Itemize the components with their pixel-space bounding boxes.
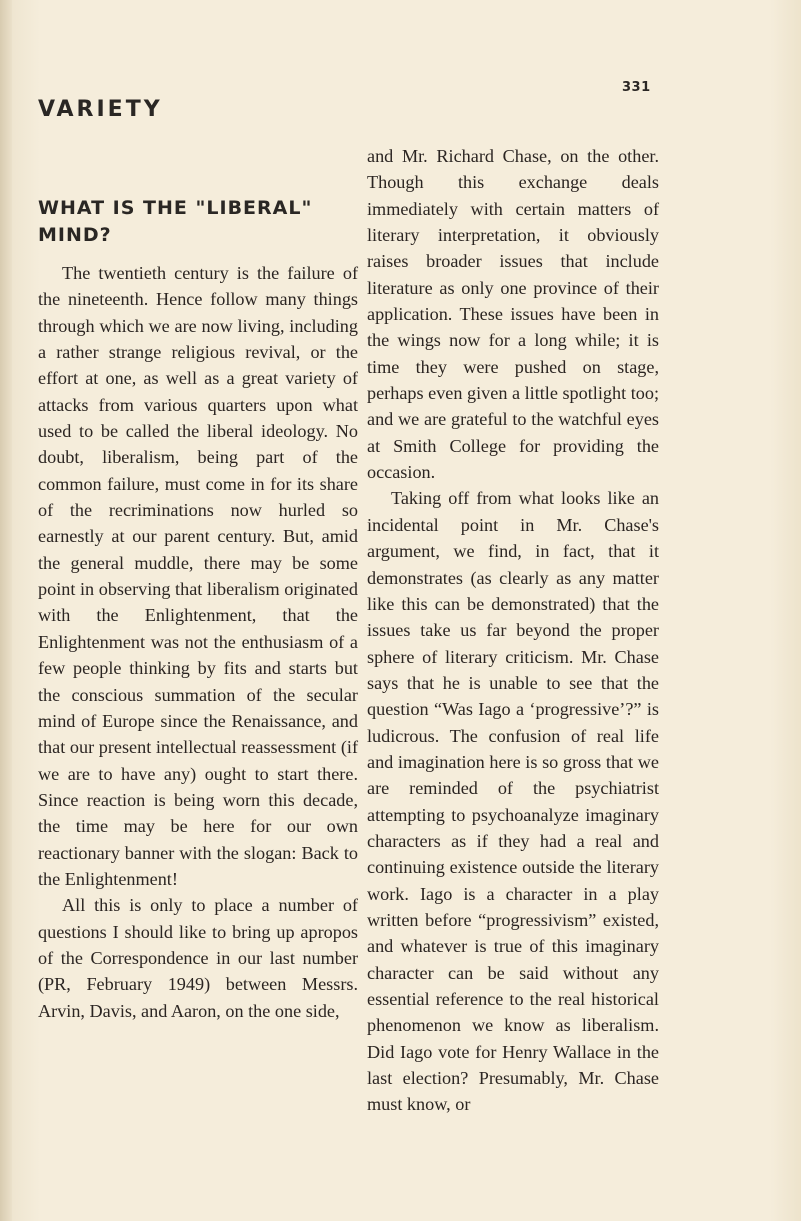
page-number: 331 — [622, 80, 651, 95]
paragraph: and Mr. Richard Chase, on the other. Though this exchange deals immediately with certain matters of literary interpretation, it obviously raises broader issues that include literature as only one province of their application. These issues have been in the wings now for a long while; it is time they were pushed on stage, perhaps even given a little spotlight too; and we are grateful to the watchful eyes at Smith College for providing the occasion. — [367, 146, 659, 483]
right-text-column — [367, 143, 659, 1118]
section-title: VARIETY — [38, 97, 163, 122]
paragraph: Taking off from what looks like an incidental point in Mr. Chase's argument, we find, in fact, that it demonstrates (as clearly as any matter like this can be demonstrated) that the issues take us far beyond the proper sphere of literary criticism. Mr. Chase says that he is unable to see that the question “Was Iago a ‘progressive’?” is ludicrous. The confusion of real life and imagination here is so gross that we are reminded of the psychiatrist attempting to psychoanalyze imaginary characters as if they had a real and continuing existence outside the literary work. Iago is a character in a play written before “progressivism” existed, and whatever is true of this imaginary character can be said without any essential reference to the real historical phenomenon we know as liberalism. Did Iago vote for Henry Wallace in the last election? Presumably, Mr. Chase must know, or — [367, 488, 659, 1115]
page-gutter — [0, 0, 12, 1221]
left-text-column — [38, 260, 358, 1024]
article-title: WHAT IS THE "LIBERAL" MIND? — [38, 197, 313, 246]
paragraph: All this is only to place a number of questions I should like to bring up apropos of the Correspondence in our last number (PR, February 1949) between Messrs. Arvin, Davis, and Aaron, on the one side, — [38, 895, 358, 1021]
paragraph: The twentieth century is the failure of the nineteenth. Hence follow many things through which we are now living, including a rather strange religious revival, or the effort at one, as well as a great variety of attacks from various quarters upon what used to be called the liberal ideology. No doubt, liberalism, being part of the common failure, must come in for its share of the recriminations now hurled so earnestly at our parent century. But, amid the general muddle, there may be some point in observing that liberalism originated with the Enlightenment, that the Enlightenment was not the enthusiasm of a few people thinking by fits and starts but the conscious summation of the secular mind of Europe since the Renaissance, and that our present intellectual reassessment (if we are to have any) ought to start there. Since reaction is being worn this decade, the time may be here for our own reactionary banner with the slogan: Back to the Enlightenment! — [38, 263, 358, 889]
